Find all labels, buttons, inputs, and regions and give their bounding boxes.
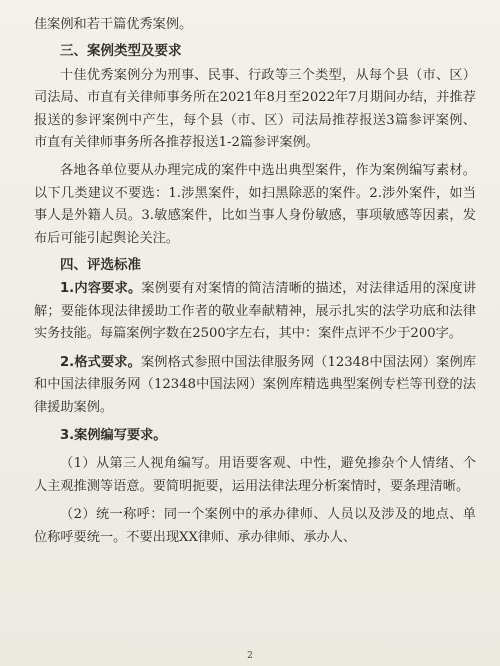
section-4-heading: 四、评选标准 [60, 257, 141, 274]
item-3-label: 3.案例编写要求。 [60, 427, 167, 443]
item-2-text: 案例格式参照中国法律服务网（12348中国法网）案例库和中国法律服务网（12348中国法网）案例库精选典型案例专栏等刊登的法律援助案例。 [34, 354, 476, 415]
item-1-paragraph [34, 278, 476, 345]
page-number: 2 [247, 651, 253, 661]
section-3-paragraph-2: 各地各单位要从办理完成的案件中选出典型案件，作为案例编写素材。以下几类建议不要选：1.涉黑案件，如扫黑除恶的案件。2.涉外案件，如当事人是外籍人员。3.敏感案件，比如当事人身份敏感，事项敏感等因素，发布后可能引起舆论关注。 [34, 163, 476, 246]
intro-tail: 佳案例和若干篇优秀案例。 [34, 17, 193, 32]
item-3-paragraph-1: （1）从第三人视角编写。用语要客观、中性，避免掺杂个人情绪、个人主观推测等语意。要简明扼要，运用法律法理分析案情时，要条理清晰。 [34, 456, 476, 494]
item-1-label: 1.内容要求。 [60, 281, 142, 297]
item-3-paragraph-2: （2）统一称呼：同一个案例中的承办律师、人员以及涉及的地点、单位称呼要统一。不要出现XX律师、承办律师、承办人、 [34, 507, 476, 545]
document-body [34, 14, 476, 549]
item-3-heading [34, 425, 476, 447]
item-2-paragraph [34, 352, 476, 419]
item-1-text: 案例要有对案情的简洁清晰的描述，对法律适用的深度讲解；要能体现法律援助工作者的敬业奉献精神，展示扎实的法学功底和法律实务技能。每篇案例字数在2500字左右，其中：案件点评不少于200字。 [34, 281, 477, 342]
section-3-heading: 三、案例类型及要求 [60, 43, 182, 60]
item-2-label: 2.格式要求。 [60, 354, 141, 370]
section-3-paragraph-1: 十佳优秀案例分为刑事、民事、行政等三个类型，从每个县（市、区）司法局、市直有关律师事务所在2021年8月至2022年7月期间办结，并推荐报送的参评案例中产生，每个县（市、区）司法局推荐报送3篇参评案例、市直有关律师事务所各推荐报送1-2篇参评案例。 [34, 67, 476, 151]
